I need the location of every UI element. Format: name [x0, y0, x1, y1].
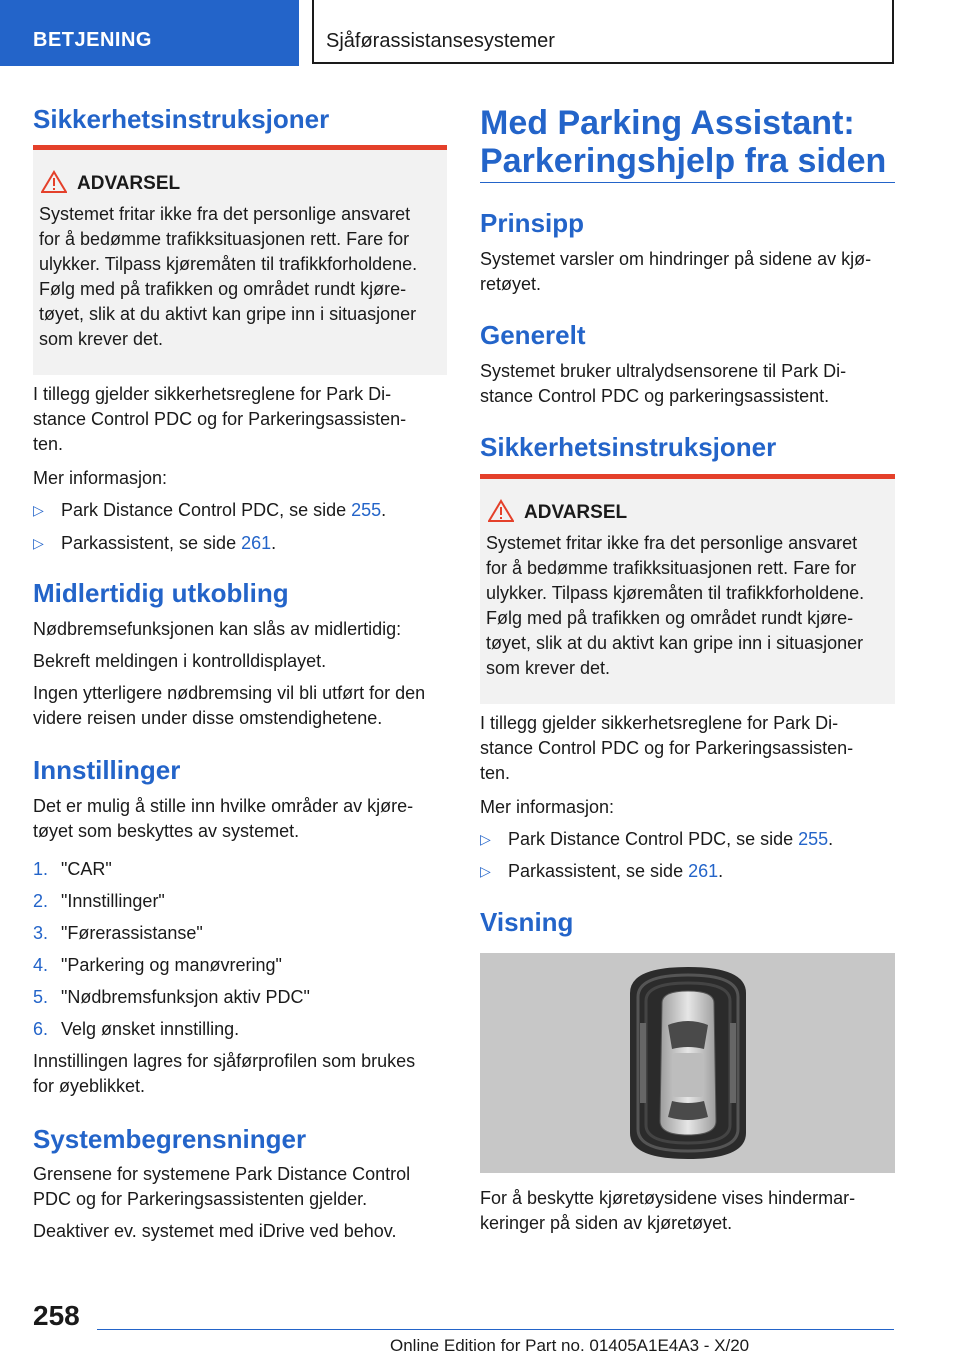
safety-paragraph: [33, 382, 406, 457]
principle-paragraph: [480, 247, 871, 297]
header-chapter-box: [312, 0, 894, 64]
limits-heading: Systembegrensninger: [33, 1124, 307, 1154]
text-line: Systemet varsler om hindringer på sidene av kjø-: [480, 249, 872, 269]
step-number: 2.: [33, 891, 49, 911]
bullet-triangle-icon: ▷: [33, 502, 44, 518]
step-text: "CAR": [61, 859, 112, 879]
text-line: Nødbremsefunksjonen kan slås av midlertidig:: [33, 619, 402, 639]
text-line: for øyeblikket.: [33, 1076, 146, 1096]
parking-assistant-figure: [480, 953, 895, 1173]
header-chapter-label: Sjåførassistansesystemer: [326, 30, 555, 52]
warning-box: [33, 145, 447, 375]
page-link[interactable]: 261: [241, 533, 272, 553]
step-number: 4.: [33, 955, 49, 975]
warning-line: tøyet, slik at du aktivt kan gripe inn i situasjoner: [39, 304, 417, 324]
display-heading: Visning: [480, 907, 574, 937]
safety-heading-right: Sikkerhetsinstruksjoner: [480, 432, 777, 462]
step-text: "Førerassistanse": [61, 923, 203, 943]
warning-title: ADVARSEL: [524, 502, 628, 523]
warning-line: ulykker. Tilpass kjøremåten til trafikkforholdene.: [486, 583, 865, 603]
text-line: stance Control PDC og for Parkeringsassisten-: [480, 738, 854, 758]
page-link[interactable]: 255: [351, 500, 382, 520]
warning-line: som krever det.: [39, 329, 164, 349]
bullet-triangle-icon: ▷: [33, 535, 44, 551]
footer-rule: [97, 1329, 894, 1330]
title-line: Parkeringshjelp fra siden: [480, 142, 887, 180]
step-number: 3.: [33, 923, 49, 943]
text-line: Innstillingen lagres for sjåførprofilen som brukes: [33, 1051, 416, 1071]
text-line: I tillegg gjelder sikkerhetsreglene for Park Di-: [480, 713, 839, 733]
principle-heading: Prinsipp: [480, 208, 585, 238]
general-heading: Generelt: [480, 320, 586, 350]
display-paragraph: [480, 1186, 855, 1236]
warning-text: [39, 202, 417, 352]
section-title: [480, 104, 886, 180]
step-text: "Nødbremsfunksjon aktiv PDC": [61, 987, 310, 1007]
warning-box-right: [480, 474, 895, 704]
bullet-end: .: [271, 533, 277, 553]
step-number: 5.: [33, 987, 49, 1007]
warning-line: for å bedømme trafikksituasjonen rett. Fare for: [39, 229, 410, 249]
text-line: I tillegg gjelder sikkerhetsreglene for Park Di-: [33, 384, 392, 404]
bullet-triangle-icon: ▷: [480, 831, 491, 847]
warning-line: som krever det.: [486, 658, 611, 678]
warning-line: tøyet, slik at du aktivt kan gripe inn i situasjoner: [486, 633, 864, 653]
step-text: "Innstillinger": [61, 891, 165, 911]
title-line: Med Parking Assistant:: [480, 104, 855, 142]
warning-triangle-icon: [488, 499, 514, 523]
warning-title: ADVARSEL: [77, 173, 181, 194]
warning-line: Systemet fritar ikke fra det personlige ansvaret: [486, 533, 858, 553]
text-line: ten.: [480, 763, 511, 783]
header-section-label: BETJENING: [33, 29, 152, 51]
title-underline: [480, 182, 895, 183]
bullet-end: .: [381, 500, 387, 520]
bullet-text: Park Distance Control PDC, se side: [508, 829, 799, 849]
bullet-text: Park Distance Control PDC, se side: [61, 500, 352, 520]
settings-paragraph: [33, 794, 413, 844]
settings-after-paragraph: [33, 1049, 415, 1099]
temp-disable-heading: Midlertidig utkobling: [33, 578, 289, 608]
text-line: Det er mulig å stille inn hvilke områder av kjøre-: [33, 796, 414, 816]
temp-disable-paragraph: [33, 617, 425, 731]
bullet-text: Parkassistent, se side: [508, 861, 689, 881]
text-line: Deaktiver ev. systemet med iDrive ved behov.: [33, 1221, 397, 1241]
text-line: videre reisen under disse omstendighetene.: [33, 708, 383, 728]
text-line: stance Control PDC og for Parkeringsassisten-: [33, 409, 407, 429]
footer-edition: Online Edition for Part no. 01405A1E4A3 - X/20: [390, 1336, 750, 1355]
warning-line: Følg med på trafikken og området rundt kjøre-: [486, 608, 854, 628]
settings-heading: Innstillinger: [33, 755, 181, 785]
text-line: tøyet som beskyttes av systemet.: [33, 821, 300, 841]
text-line: For å beskytte kjøretøysidene vises hindermar-: [480, 1188, 856, 1208]
step-number: 1.: [33, 859, 49, 879]
warning-text: [486, 531, 864, 681]
text-line: stance Control PDC og parkeringsassistent.: [480, 386, 830, 406]
warning-triangle-icon: [41, 170, 67, 194]
bullet-end: .: [718, 861, 724, 881]
safety-heading: Sikkerhetsinstruksjoner: [33, 104, 330, 134]
bullet-text: Parkassistent, se side: [61, 533, 242, 553]
text-line: keringer på siden av kjøretøyet.: [480, 1213, 733, 1233]
warning-line: ulykker. Tilpass kjøremåten til trafikkforholdene.: [39, 254, 418, 274]
more-info-label-right: Mer informasjon:: [480, 797, 615, 817]
general-paragraph: [480, 359, 846, 409]
text-line: ten.: [33, 434, 64, 454]
bullet-end: .: [828, 829, 834, 849]
step-text: "Parkering og manøvrering": [61, 955, 282, 975]
text-line: Bekreft meldingen i kontrolldisplayet.: [33, 651, 327, 671]
step-number: 6.: [33, 1019, 49, 1039]
text-line: PDC og for Parkeringsassistenten gjelder.: [33, 1189, 368, 1209]
warning-line: Følg med på trafikken og området rundt kjøre-: [39, 279, 407, 299]
warning-line: Systemet fritar ikke fra det personlige ansvaret: [39, 204, 411, 224]
safety-paragraph-right: [480, 711, 853, 786]
text-line: Systemet bruker ultralydsensorene til Park Di-: [480, 361, 847, 381]
page-link[interactable]: 261: [688, 861, 719, 881]
bullet-triangle-icon: ▷: [480, 863, 491, 879]
header-section-tab[interactable]: [0, 0, 299, 66]
text-line: retøyet.: [480, 274, 542, 294]
page-link[interactable]: 255: [798, 829, 829, 849]
more-info-label: Mer informasjon:: [33, 468, 168, 488]
text-line: Ingen ytterligere nødbremsing vil bli utført for den: [33, 683, 426, 703]
car-sensor-illustration: [480, 953, 895, 1173]
text-line: Grensene for systemene Park Distance Control: [33, 1164, 411, 1184]
limits-paragraph: [33, 1162, 410, 1244]
warning-line: for å bedømme trafikksituasjonen rett. Fare for: [486, 558, 857, 578]
step-text: Velg ønsket innstilling.: [61, 1019, 240, 1039]
page-number: 258: [33, 1300, 80, 1331]
